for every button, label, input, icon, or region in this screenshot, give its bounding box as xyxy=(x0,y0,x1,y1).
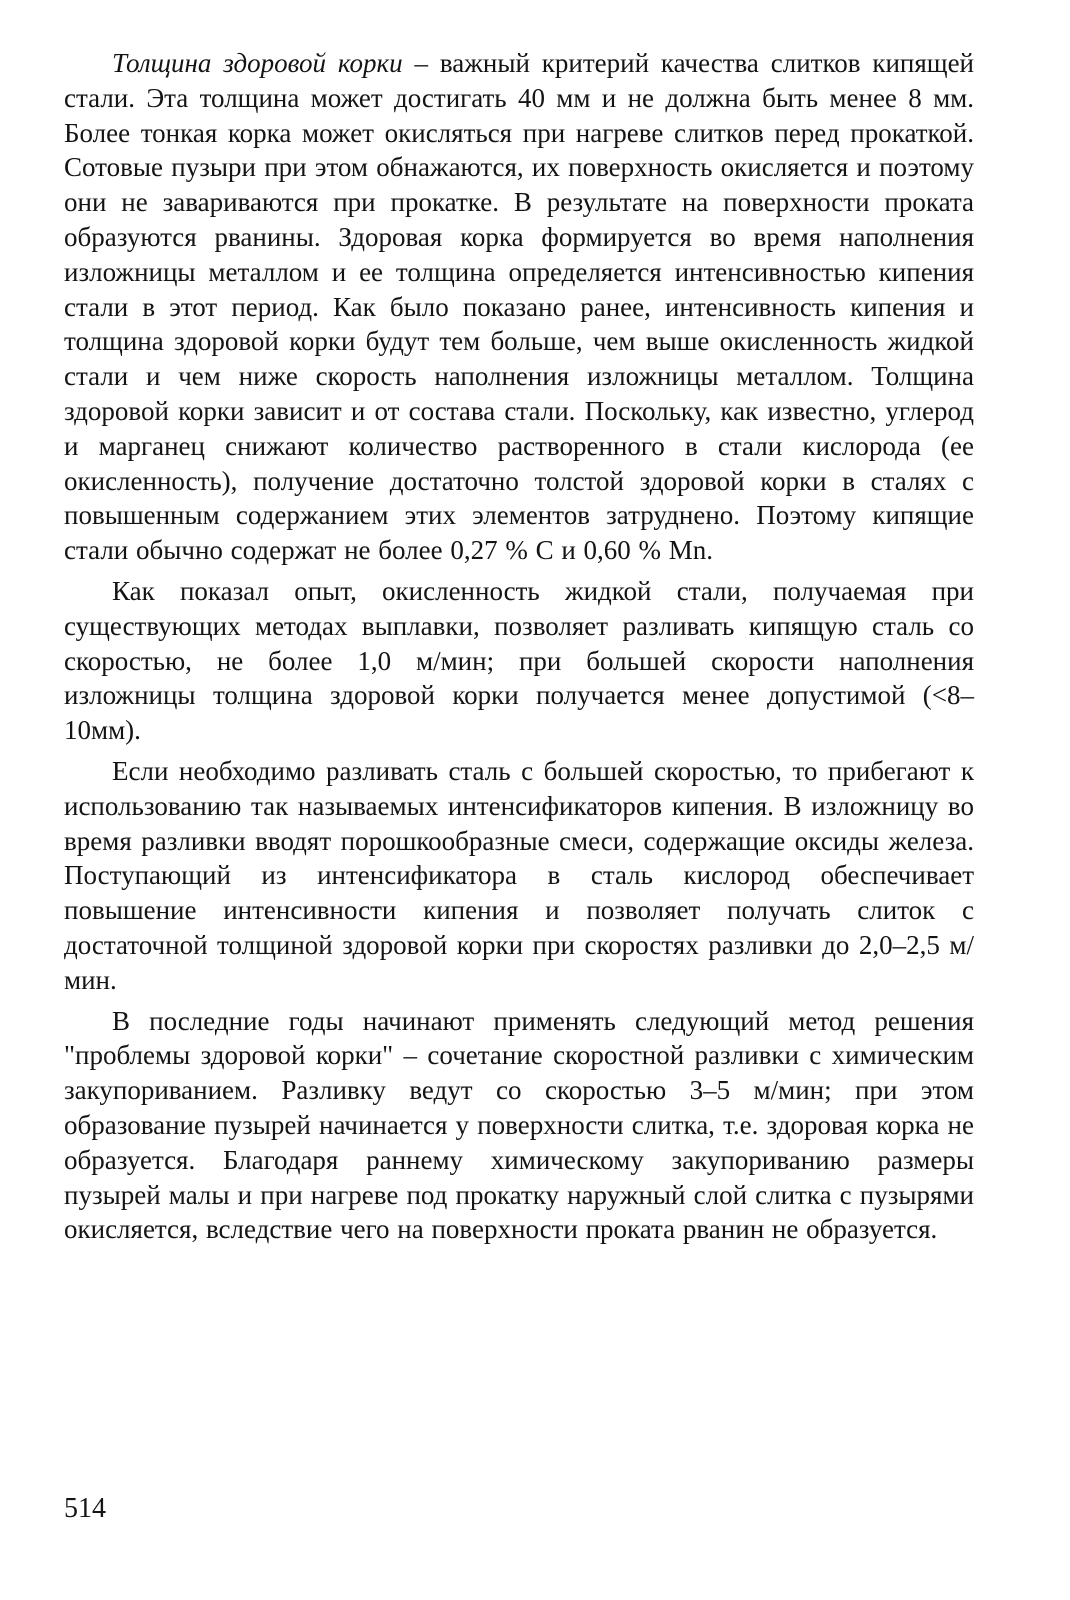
paragraph-text: Как показал опыт, окисленность жидкой стали, получаемая при существующих методах выплавки, позволяет разливать кипящую сталь со скоростью, не более 1,0 м/мин; при большей скорости наполнения изложницы толщина здоровой корки получается менее допустимой (<8–10мм). xyxy=(64,575,974,746)
paragraph-text: В последние годы начинают применять следующий метод решения "проблемы здоровой корки" – сочетание скоростной разливки с химическим закупориванием. Разливку ведут со скоростью 3–5 м/мин; при этом образование пузырей начинается у поверхности слитка, т.е. здоровая корка не образуется. Благодаря раннему химическому закупориванию размеры пузырей малы и при нагреве под прокатку наружный слой слитка с пузырями окисляется, вследствие чего на поверхности проката рванин не образуется. xyxy=(64,1005,974,1245)
paragraph-text: Если необходимо разливать сталь с большей скоростью, то прибегают к использованию так называемых интенсификаторов кипения. В изложницу во время разливки вводят порошкообразные смеси, содержащие оксиды железа. Поступающий из интенсификатора в сталь кислород обеспечивает повышение интенсивности кипения и позволяет получать слиток с достаточной толщиной здоровой корки при скоростях разливки до 2,0–2,5 м/мин. xyxy=(64,755,974,995)
paragraph-healthy-crust xyxy=(64,46,974,568)
paragraph-pouring-speed xyxy=(64,574,974,748)
paragraph-lead-term: Толщина здоровой корки – xyxy=(112,48,428,78)
page-number: 514 xyxy=(64,1493,106,1524)
book-page xyxy=(64,46,974,1566)
paragraph-chemical-capping xyxy=(64,1004,974,1248)
paragraph-text: важный критерий качества слитков кипящей стали. Эта толщина может достигать 40 мм и не должна быть менее 8 мм. Более тонкая корка может окисляться при нагреве слитков перед прокаткой. Сотовые пузыри при этом обнажаются, их поверхность окисляется и поэтому они не завариваются при прокатке. В результате на поверхности проката образуются рванины. Здоровая корка формируется во время наполнения изложницы металлом и ее толщина определяется интенсивностью кипения стали в этот период. Как было показано ранее, интенсивность кипения и толщина здоровой корки будут тем больше, чем выше окисленность жидкой стали и чем ниже скорость наполнения изложницы металлом. Толщина здоровой корки зависит и от состава стали. Поскольку, как известно, углерод и марганец снижают количество растворенного в стали кислорода (ее окисленность), получение достаточно толстой здоровой корки в сталях с повышенным содержанием этих элементов затруднено. Поэтому кипящие стали обычно содержат не более 0,27 % C и 0,60 % Mn. xyxy=(64,48,974,566)
paragraph-boiling-intensifiers xyxy=(64,754,974,998)
